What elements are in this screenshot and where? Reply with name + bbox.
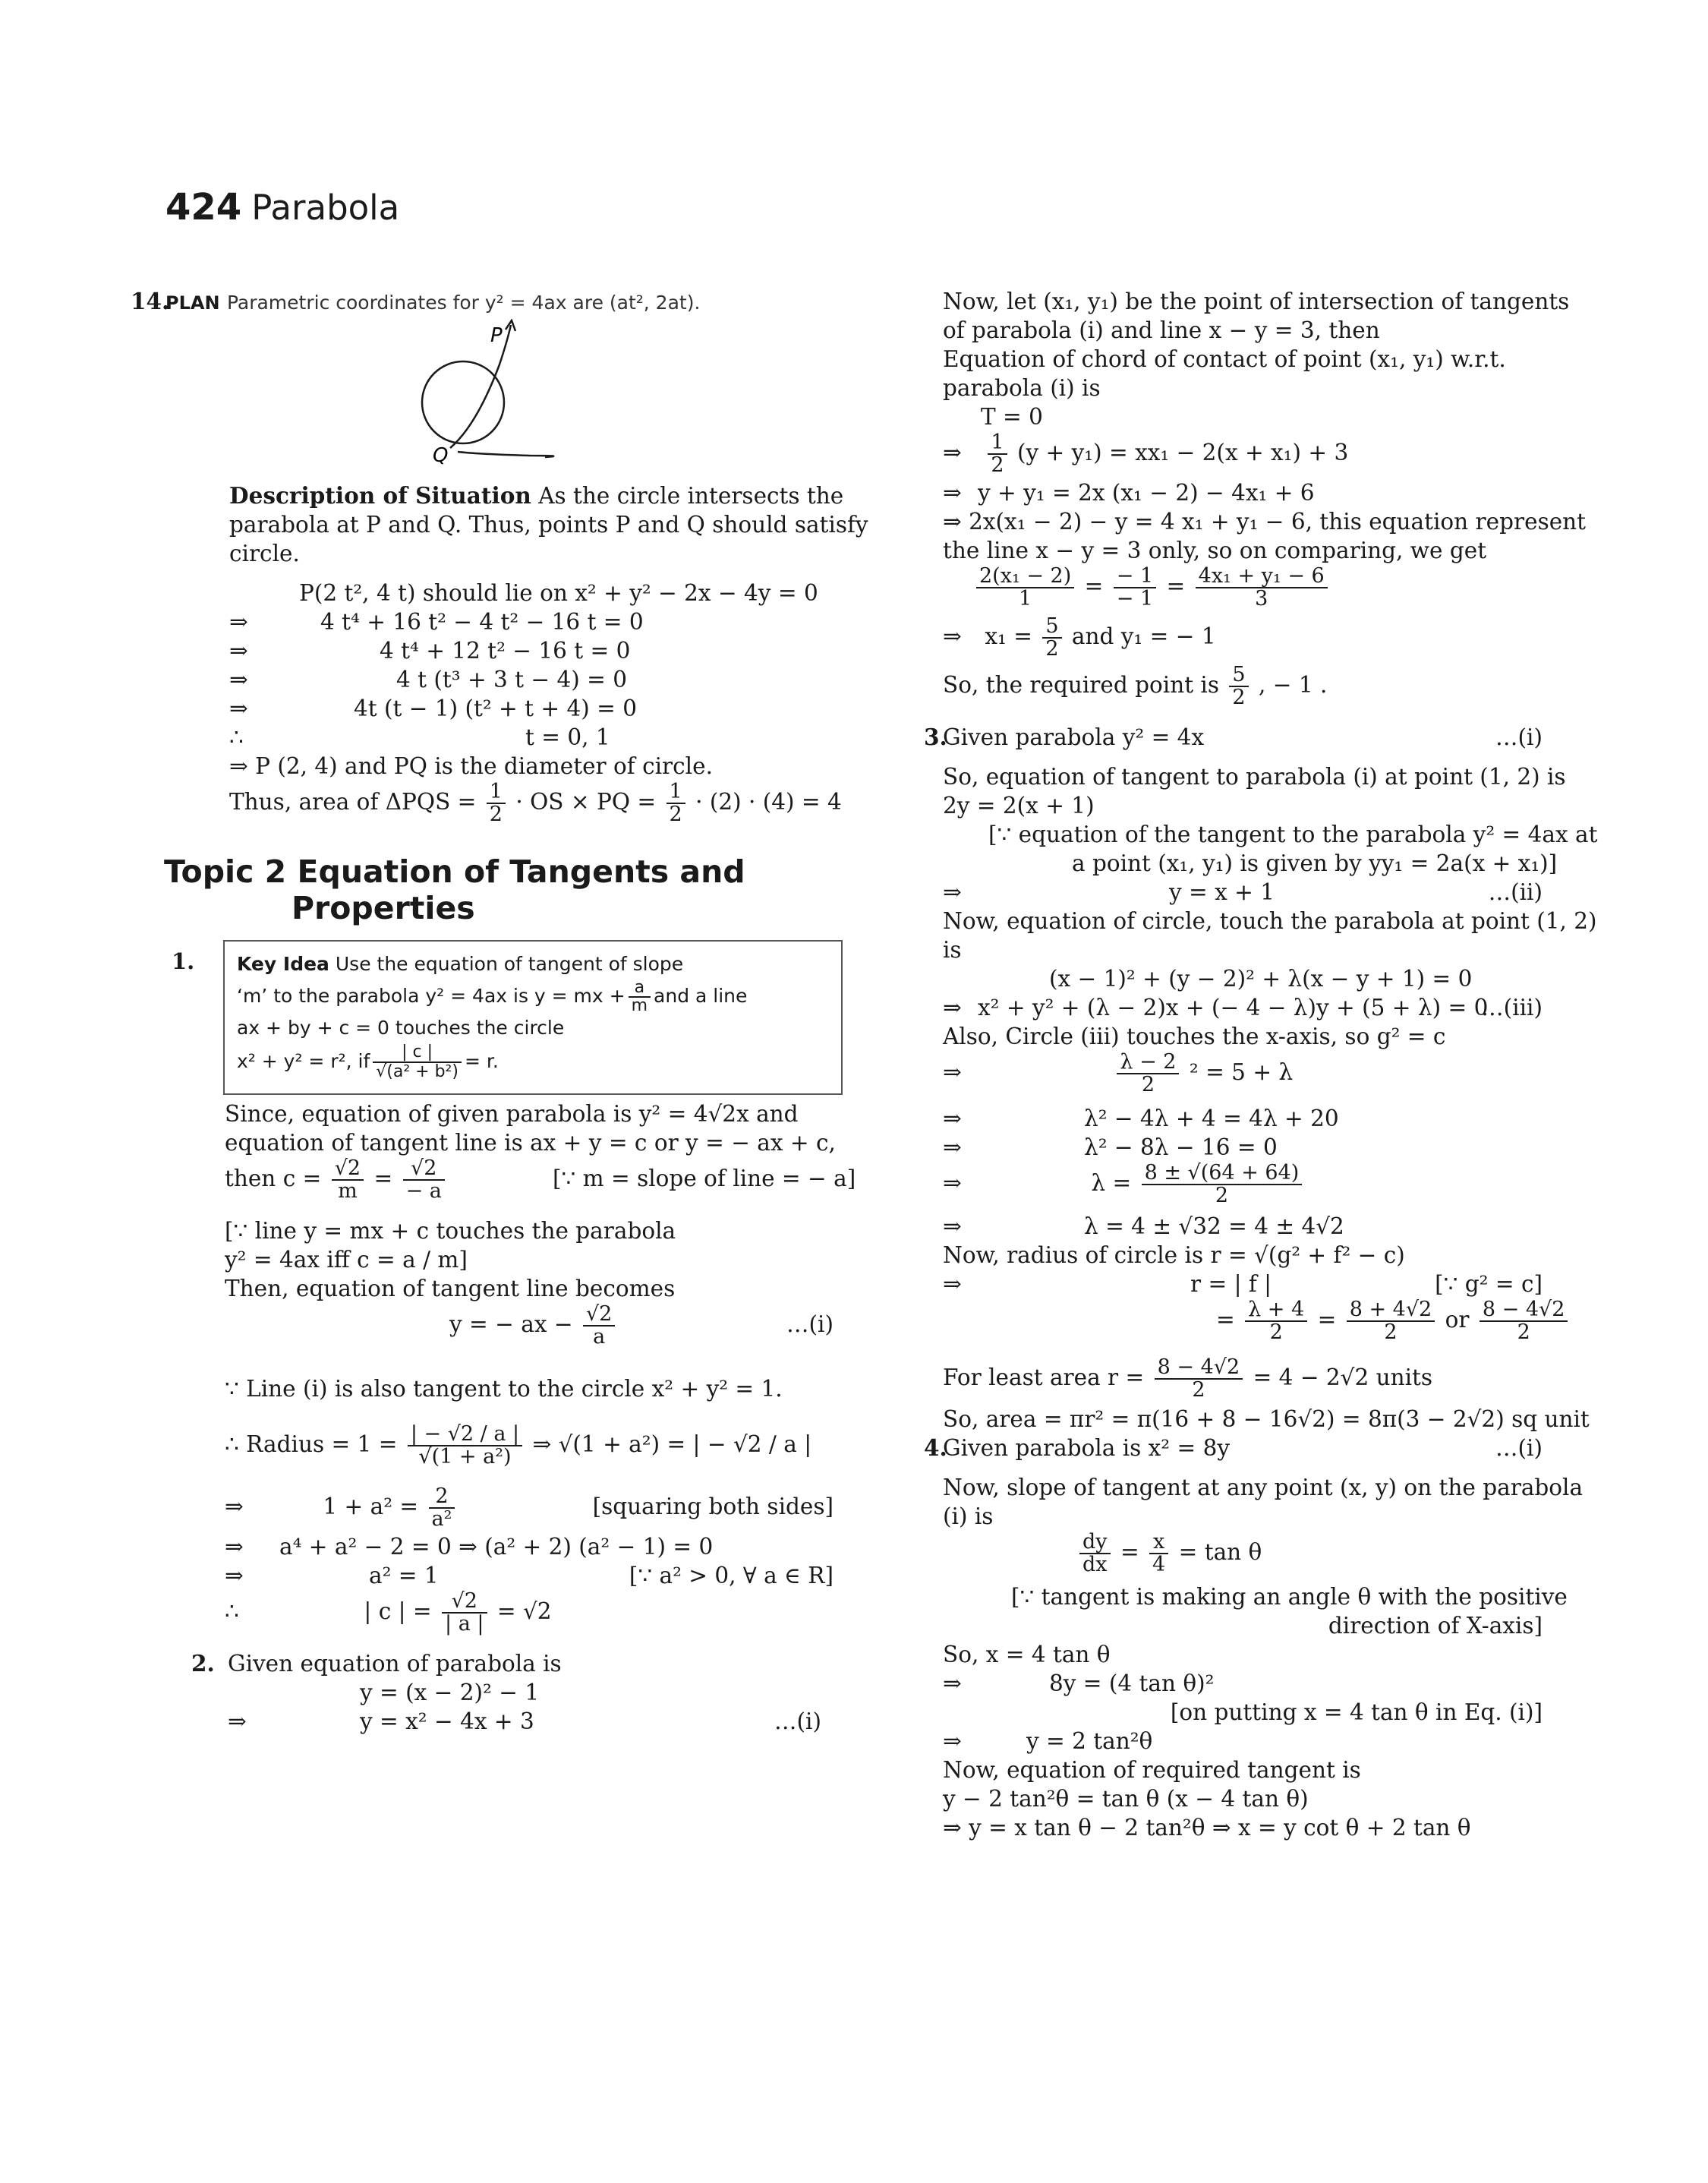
c2-l12-post: , − 1 . xyxy=(1258,672,1328,698)
eq5-text: 4t (t − 1) (t² + t + 4) = 0 xyxy=(354,696,637,721)
q3-l12-post: ² = 5 + λ xyxy=(1189,1059,1294,1085)
q3-l6-text: y = x + 1 xyxy=(1169,879,1275,905)
s3-f2-den: − a xyxy=(405,1179,442,1203)
s3-frac-2 xyxy=(403,1158,445,1202)
q2-l1 xyxy=(191,1649,834,1678)
q3-l6-tag: …(ii) xyxy=(1488,879,1543,905)
therefore-symbol: ∴ xyxy=(229,724,244,750)
left-column xyxy=(131,287,868,1736)
f1-den: 1 xyxy=(1019,587,1032,610)
q1-s8: ∵ Line (i) is also tangent to the circle x² + y² = 1. xyxy=(225,1376,783,1402)
least-num: 8 − 4√2 xyxy=(1155,1357,1243,1380)
f3-den: 3 xyxy=(1255,587,1268,610)
q2-block xyxy=(165,1639,834,1736)
q3-l18-text: r = | f | xyxy=(1190,1271,1272,1297)
lambda-num: λ − 2 xyxy=(1117,1052,1179,1074)
q3-l20-post: = 4 − 2√2 units xyxy=(1253,1364,1433,1390)
c2-l7-text: y + y₁ = 2x (x₁ − 2) − 4x₁ + 6 xyxy=(978,480,1315,506)
r-f1-den: 2 xyxy=(1269,1320,1283,1344)
point-num: 5 xyxy=(1229,664,1248,687)
q3-l16 xyxy=(943,1212,1543,1241)
q1-s4: [∵ line y = mx + c touches the parabola xyxy=(225,1218,676,1244)
s9-pre: ∴ Radius = 1 = xyxy=(225,1431,398,1457)
r-f3-den: 2 xyxy=(1517,1320,1530,1344)
f2-den: − 1 xyxy=(1116,587,1154,610)
eq4-text: 4 t (t³ + 3 t − 4) = 0 xyxy=(396,667,628,692)
half-fraction xyxy=(487,781,506,825)
q3-number: 3. xyxy=(924,724,947,750)
q4-l1 xyxy=(924,1434,1543,1462)
figure-circle xyxy=(422,361,504,443)
area-pre: Thus, area of ΔPQS = xyxy=(229,789,477,815)
q14-eq4 xyxy=(165,665,834,694)
c2-l10-f1 xyxy=(976,566,1074,610)
key-line-2-post: and a line xyxy=(654,985,748,1007)
q3-l1-tag: …(i) xyxy=(1495,724,1543,750)
s7-num: √2 xyxy=(583,1304,615,1327)
s7-den: a xyxy=(593,1325,606,1349)
c2-l10: $\frac{\text{2(x₁ − 2)}}{1}$ = $\frac{- 1}{- 1}$ = $\frac{\text{4x₁ + y₁ − 6}}{3}$ xyxy=(943,565,1543,615)
q3-l4: [∵ equation of the tangent to the parabola y² = 4ax at xyxy=(988,822,1598,847)
half-den: 2 xyxy=(669,803,682,826)
half-num: 1 xyxy=(666,781,685,804)
eq2-text: 4 t⁴ + 16 t² − 4 t² − 16 t = 0 xyxy=(320,609,644,635)
q1-s3 xyxy=(225,1156,856,1206)
s10-frac xyxy=(429,1486,455,1530)
key-idea-label: Key Idea xyxy=(237,953,329,975)
q4-l6: direction of X-axis] xyxy=(1328,1613,1543,1639)
c2-l12-pre: So, the required point is xyxy=(943,672,1219,698)
q3-l1-text: Given parabola y² = 4x xyxy=(943,724,1205,750)
implies-symbol: ⇒ xyxy=(225,1563,244,1588)
key-line-3: ax + by + c = 0 touches the circle xyxy=(237,1017,565,1039)
s13-num: √2 xyxy=(442,1591,487,1614)
key-line-4: x² + y² = r², if xyxy=(237,1050,370,1072)
q4-l12: y − 2 tan²θ = tan θ (x − 4 tan θ) xyxy=(943,1786,1309,1812)
q3-l18-note: [∵ g² = c] xyxy=(1435,1271,1543,1297)
half-num: 1 xyxy=(487,781,506,804)
key-frac2-den: √(a² + b²) xyxy=(376,1062,459,1081)
q1-s5: y² = 4ax iff c = a / m] xyxy=(225,1247,468,1273)
key-idea-box xyxy=(172,940,843,1095)
key-line-2: ‘m’ to the parabola y² = 4ax is y = mx + xyxy=(237,985,626,1007)
implies-symbol: ⇒ xyxy=(943,1059,962,1085)
q2-number: 2. xyxy=(191,1650,215,1677)
q2-l3 xyxy=(228,1707,834,1736)
c2-l7 xyxy=(943,478,1543,507)
q2-l1-text: Given equation of parabola is xyxy=(228,1651,562,1677)
c2-half-num: 1 xyxy=(988,432,1007,455)
implies-symbol: ⇒ xyxy=(943,623,962,649)
q3-l20-frac xyxy=(1155,1357,1243,1401)
s7-frac xyxy=(583,1304,615,1348)
q3-l18 xyxy=(943,1270,1543,1298)
desc-text-1: As the circle intersects the xyxy=(538,483,844,509)
key-frac-2 xyxy=(373,1043,462,1081)
key-frac-num: a xyxy=(629,980,651,998)
q3-l14 xyxy=(943,1133,1543,1162)
implies-symbol: ⇒ xyxy=(943,480,962,506)
c2-l2: of parabola (i) and line x − y = 3, then xyxy=(943,317,1380,343)
s13-pre: | c | = xyxy=(364,1598,432,1624)
key-frac xyxy=(629,980,651,1014)
q3-l19: = $\frac{\lambda + 4}{2}$ = $\frac{8 + 4√2}{2}$ or $\frac{8 - 4√2}{2}$ xyxy=(943,1298,1543,1345)
q3-l6 xyxy=(943,878,1543,907)
q4-block xyxy=(924,1434,1584,1842)
eq6-text: t = 0, 1 xyxy=(525,724,610,750)
key-frac-den: m xyxy=(631,996,648,1015)
q3-l19-f2 xyxy=(1347,1299,1435,1343)
dy: dy xyxy=(1079,1532,1111,1554)
s13-frac xyxy=(442,1591,487,1635)
q4-l4: $\frac{dy}{dx}$ = $\frac{x}{4}$ = tan θ xyxy=(943,1531,1543,1582)
s3-eq: = xyxy=(373,1166,393,1191)
q2-l2: y = (x − 2)² − 1 xyxy=(360,1680,540,1705)
topic-heading xyxy=(164,853,834,926)
c2-l12 xyxy=(943,664,1543,712)
eq3-text: 4 t⁴ + 12 t² − 16 t = 0 xyxy=(380,638,631,664)
s3-f2-num: √2 xyxy=(403,1158,445,1181)
f3-num: 4x₁ + y₁ − 6 xyxy=(1196,566,1328,588)
q1-number: 1. xyxy=(172,948,195,974)
c2-l12-frac xyxy=(1229,664,1248,708)
s10-num: 2 xyxy=(429,1486,455,1509)
q14-area xyxy=(165,780,842,826)
figure-label-q: Q xyxy=(433,444,449,467)
s9-num: | − √2 / a | xyxy=(408,1424,522,1446)
q4-l8 xyxy=(943,1669,1543,1698)
s3-note: [∵ m = slope of line = − a] xyxy=(553,1166,856,1191)
q3-l17: Now, radius of circle is r = √(g² + f² − c) xyxy=(943,1242,1405,1268)
c2-l1: Now, let (x₁, y₁) be the point of intersection of tangents xyxy=(943,289,1570,314)
s9-den: √(1 + a²) xyxy=(418,1445,512,1468)
c2-l6 xyxy=(943,431,1543,478)
implies-symbol: ⇒ xyxy=(228,1708,247,1734)
q1-s9 xyxy=(225,1403,834,1485)
q3-l15-frac xyxy=(1142,1162,1303,1207)
r-f3-num: 8 − 4√2 xyxy=(1480,1299,1568,1322)
desc-line-1 xyxy=(165,481,844,510)
q4-l4-post: = tan θ xyxy=(1178,1539,1262,1565)
q3-l2: So, equation of tangent to parabola (i) at point (1, 2) is xyxy=(943,764,1566,790)
q2-l3-tag: …(i) xyxy=(774,1708,821,1734)
implies-symbol: ⇒ xyxy=(225,1534,244,1560)
implies-symbol: ⇒ xyxy=(229,609,248,635)
q14-eq1: P(2 t², 4 t) should lie on x² + y² − 2x − 4y = 0 xyxy=(299,580,818,606)
least-den: 2 xyxy=(1192,1378,1205,1402)
implies-symbol: ⇒ xyxy=(225,1494,244,1519)
q3-l14-text: λ² − 8λ − 16 = 0 xyxy=(1084,1134,1278,1160)
implies-symbol: ⇒ xyxy=(943,1213,962,1239)
lambda-den: 2 xyxy=(1141,1073,1155,1096)
q1-s7 xyxy=(225,1303,834,1355)
s7-tag: …(i) xyxy=(786,1311,834,1337)
c2-half xyxy=(988,432,1007,476)
s12-note: [∵ a² > 0, ∀ a ∈ R] xyxy=(629,1563,834,1588)
x-num: x xyxy=(1149,1532,1168,1554)
q3-l7: Now, equation of circle, touch the parabola at point (1, 2) xyxy=(943,908,1597,934)
q3-l11: Also, Circle (iii) touches the x-axis, so g² = c xyxy=(943,1024,1446,1049)
r-f1-num: λ + 4 xyxy=(1245,1299,1307,1322)
c2-l10-f2 xyxy=(1114,566,1156,610)
q3-l1 xyxy=(924,723,1543,752)
s13-den: | a | xyxy=(445,1612,484,1636)
s11-text: a⁴ + a² − 2 = 0 ⇒ (a² + 2) (a² − 1) = 0 xyxy=(279,1534,714,1560)
s12-text: a² = 1 xyxy=(369,1563,439,1588)
q4-l2: Now, slope of tangent at any point (x, y) on the parabola xyxy=(943,1475,1584,1500)
q3-l20 xyxy=(943,1356,1543,1405)
q3-l5: a point (x₁, y₁) is given by yy₁ = 2a(x + x₁)] xyxy=(1072,850,1558,876)
q3-l9: (x − 1)² + (y − 2)² + λ(x − y + 1) = 0 xyxy=(1049,966,1473,992)
c2-l3: Equation of chord of contact of point (x₁, y₁) w.r.t. xyxy=(943,346,1506,372)
q3-l3: 2y = 2(x + 1) xyxy=(943,793,1095,819)
q14-eq6 xyxy=(165,723,834,752)
s10-den: a² xyxy=(431,1507,452,1531)
s3-frac-1 xyxy=(332,1158,364,1202)
s9-frac xyxy=(408,1424,522,1468)
figure-label-p: P xyxy=(490,324,503,347)
q3-l15 xyxy=(943,1162,1543,1212)
q4-l10-text: y = 2 tan²θ xyxy=(1026,1728,1153,1754)
q4-l13: ⇒ y = x tan θ − 2 tan²θ ⇒ x = y cot θ + 2 tan θ xyxy=(943,1815,1471,1841)
root-den: 2 xyxy=(1215,1184,1229,1207)
q4-l11: Now, equation of required tangent is xyxy=(943,1757,1361,1783)
q4-l9: [on putting x = 4 tan θ in Eq. (i)] xyxy=(1170,1699,1543,1725)
s13-post: = √2 xyxy=(496,1598,552,1624)
s10-note: [squaring both sides] xyxy=(592,1494,834,1519)
q1-s13 xyxy=(225,1590,834,1639)
s3-f1-den: m xyxy=(338,1179,358,1203)
key-line-1: Use the equation of tangent of slope xyxy=(335,953,684,975)
desc-heading: Description of Situation xyxy=(229,482,531,509)
q3-l10-text: x² + y² + (λ − 2)x + (− 4 − λ)y + (5 + λ) = 0 xyxy=(978,995,1489,1021)
c2-l4: parabola (i) is xyxy=(943,375,1101,401)
desc-line-3: circle. xyxy=(229,541,300,566)
q1-s2: equation of tangent line is ax + y = c or y = − ax + c, xyxy=(225,1130,836,1156)
s7-pre: y = − ax − xyxy=(449,1311,573,1337)
c2-half-den: 2 xyxy=(991,453,1004,477)
page-header xyxy=(165,186,399,229)
page-title: Parabola xyxy=(251,188,400,228)
q3-l20-pre: For least area r = xyxy=(943,1364,1145,1390)
q14-eq7: ⇒ P (2, 4) and PQ is the diameter of circle. xyxy=(229,753,713,779)
implies-symbol: ⇒ xyxy=(229,638,248,664)
c2-l6-post: (y + y₁) = xx₁ − 2(x + x₁) + 3 xyxy=(1016,440,1349,465)
four-den: 4 xyxy=(1152,1553,1166,1576)
q14-number: 14. xyxy=(131,288,170,314)
key-frac2-num: | c | xyxy=(373,1043,462,1063)
q14-plan xyxy=(131,287,834,316)
q2-l3-text: y = x² − 4x + 3 xyxy=(360,1708,534,1734)
topic-line-2: Properties xyxy=(291,890,475,926)
q3-l8: is xyxy=(943,937,962,963)
c2-l9: the line x − y = 3 only, so on comparing, we get xyxy=(943,538,1487,563)
five-den: 2 xyxy=(1045,637,1059,661)
implies-symbol: ⇒ xyxy=(943,879,962,905)
s10-pre: 1 + a² = xyxy=(323,1494,419,1519)
area-mid: · OS × PQ = xyxy=(515,789,657,815)
q14-eq3 xyxy=(165,636,834,665)
implies-symbol: ⇒ xyxy=(943,1271,962,1297)
q4-l3: (i) is xyxy=(943,1503,994,1529)
implies-symbol: ⇒ xyxy=(943,440,962,465)
q1-s6: Then, equation of tangent line becomes xyxy=(225,1276,676,1301)
c2-l11-frac xyxy=(1042,616,1061,660)
figure-parabola xyxy=(458,452,553,457)
q4-l1-text: Given parabola is x² = 8y xyxy=(943,1435,1231,1461)
f2-num: − 1 xyxy=(1114,566,1156,588)
c2-l8: ⇒ 2x(x₁ − 2) − y = 4 x₁ + y₁ − 6, this equation represent xyxy=(943,509,1587,535)
q4-x4 xyxy=(1149,1532,1168,1576)
key-line-4-post: = r. xyxy=(464,1050,499,1072)
q1-s12 xyxy=(225,1561,834,1590)
implies-symbol: ⇒ xyxy=(943,1170,962,1196)
q3-l12 xyxy=(943,1051,1543,1104)
q3-l12-frac xyxy=(1117,1052,1179,1096)
implies-symbol: ⇒ xyxy=(229,667,248,692)
implies-symbol: ⇒ xyxy=(943,1134,962,1160)
f1-num: 2(x₁ − 2) xyxy=(976,566,1074,588)
q3-l21: So, area = πr² = π(16 + 8 − 16√2) = 8π(3 − 2√2) sq unit xyxy=(943,1406,1590,1432)
implies-symbol: ⇒ xyxy=(943,1106,962,1131)
s9-post: ⇒ √(1 + a²) = | − √2 / a | xyxy=(532,1431,812,1457)
plan-text: Parametric coordinates for y² = 4ax are (at², 2at). xyxy=(226,292,701,314)
s3-f1-num: √2 xyxy=(332,1158,364,1181)
q3-l13 xyxy=(943,1104,1543,1133)
q4-number: 4. xyxy=(924,1434,947,1461)
point-den: 2 xyxy=(1232,686,1246,709)
q3-l15-pre: λ = xyxy=(1091,1170,1132,1196)
five-num: 5 xyxy=(1042,616,1061,639)
q14-eq2 xyxy=(165,607,834,636)
q3-block xyxy=(924,712,1598,1434)
q3-l19-f1 xyxy=(1245,1299,1307,1343)
half-fraction-2 xyxy=(666,781,685,825)
plan-label: PLAN xyxy=(165,292,220,314)
implies-symbol: ⇒ xyxy=(229,696,248,721)
q4-l8-text: 8y = (4 tan θ)² xyxy=(1049,1670,1215,1696)
q14-eq5 xyxy=(165,694,834,723)
q1-s11 xyxy=(225,1532,834,1561)
s3-pre: then c = xyxy=(225,1166,322,1191)
q4-dydx xyxy=(1079,1532,1111,1576)
r-f2-den: 2 xyxy=(1384,1320,1398,1344)
right-column xyxy=(924,287,1598,1842)
q1-s10 xyxy=(225,1485,834,1532)
implies-symbol: ⇒ xyxy=(943,1728,962,1754)
c2-l10-f3 xyxy=(1196,566,1328,610)
q3-l16-text: λ = 4 ± √32 = 4 ± 4√2 xyxy=(1084,1213,1344,1239)
dx: dx xyxy=(1082,1553,1108,1576)
c2-l11 xyxy=(943,615,1543,664)
implies-symbol: ⇒ xyxy=(943,1670,962,1696)
q3-or: or xyxy=(1445,1307,1470,1333)
therefore-symbol: ∴ xyxy=(225,1598,239,1624)
q4-l10 xyxy=(943,1727,1543,1756)
q3-l19-f3 xyxy=(1480,1299,1568,1343)
q3-l10 xyxy=(943,993,1543,1022)
area-post: · (2) · (4) = 4 xyxy=(695,789,842,815)
topic-line-1: Topic 2 Equation of Tangents and xyxy=(164,853,745,890)
q4-l7: So, x = 4 tan θ xyxy=(943,1642,1111,1667)
q3-l10-tag: …(iii) xyxy=(1481,995,1543,1021)
q1-s1: Since, equation of given parabola is y² = 4√2x and xyxy=(225,1101,799,1127)
circle-parabola-figure xyxy=(416,319,568,471)
root-num: 8 ± √(64 + 64) xyxy=(1142,1162,1303,1185)
page-number: 424 xyxy=(165,186,242,229)
half-den: 2 xyxy=(489,803,503,826)
c2-l11-post: and y₁ = − 1 xyxy=(1071,623,1216,649)
q4-l5: [∵ tangent is making an angle θ with the positive xyxy=(1011,1584,1568,1610)
c2-l5: T = 0 xyxy=(981,404,1043,430)
c2-l11-pre: x₁ = xyxy=(985,623,1032,649)
r-f2-num: 8 + 4√2 xyxy=(1347,1299,1435,1322)
q4-l1-tag: …(i) xyxy=(1495,1435,1543,1461)
implies-symbol: ⇒ xyxy=(943,995,962,1021)
q3-l13-text: λ² − 4λ + 4 = 4λ + 20 xyxy=(1084,1106,1339,1131)
desc-line-2: parabola at P and Q. Thus, points P and Q should satisfy xyxy=(229,512,868,538)
